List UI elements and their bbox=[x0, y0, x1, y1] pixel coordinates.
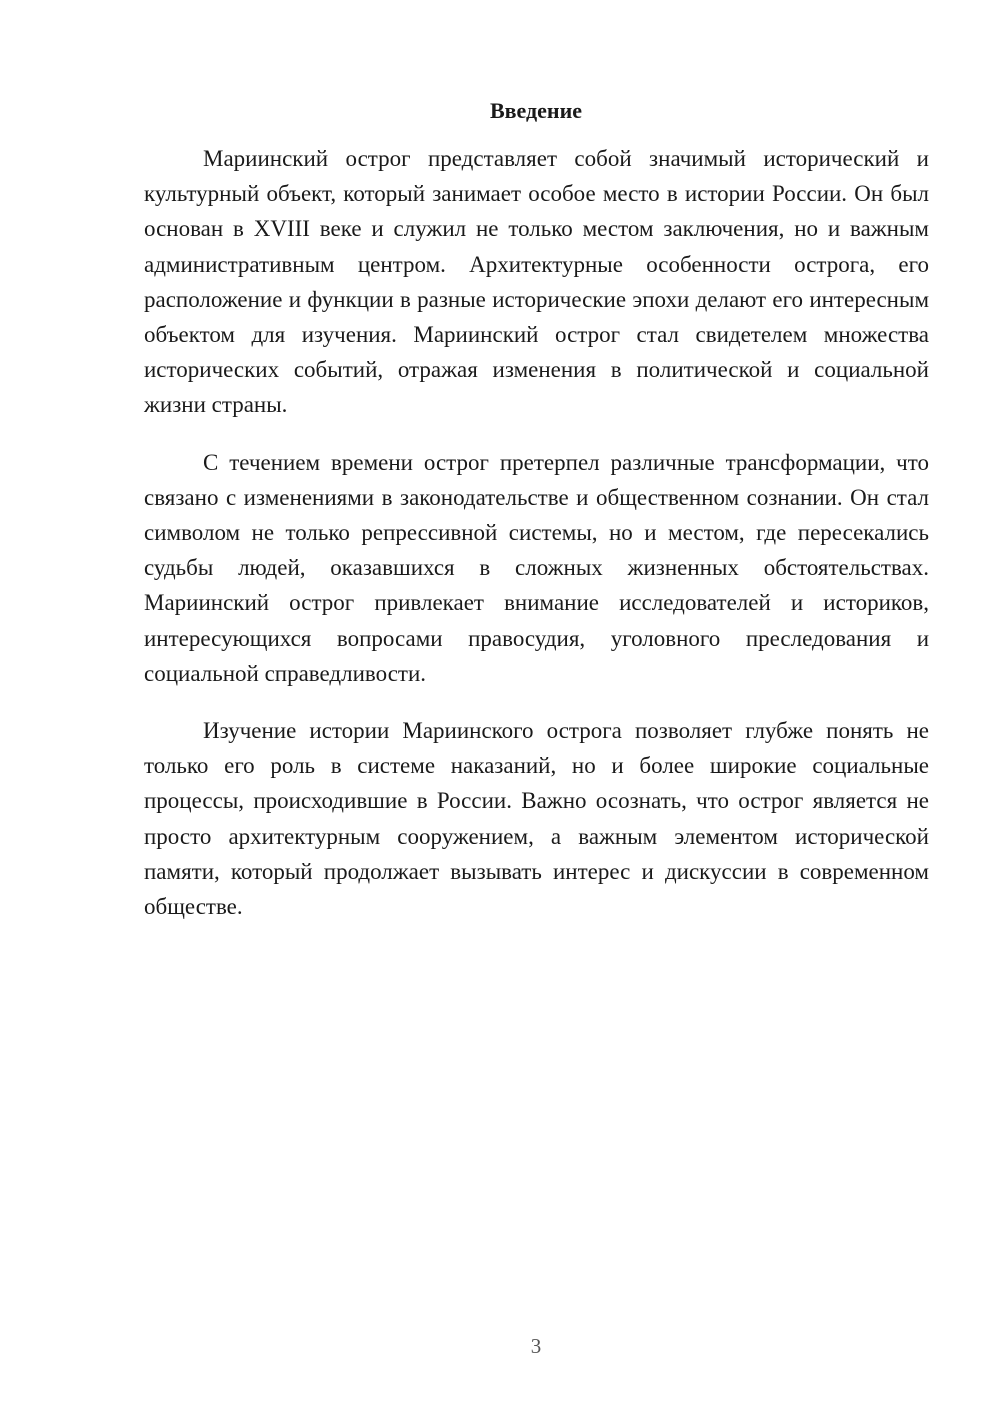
page-number: 3 bbox=[530, 1334, 542, 1358]
paragraph-3: Изучение истории Мариинского острога позволяет глубже понять не только его роль в системе наказаний, но и более широкие социальные процессы, происходившие в России. Важно осознать, что острог является не просто архитектурным сооружением, а важным элементом исторической памяти, который продолжает вызывать интерес и дискуссии в современном обществе. bbox=[144, 718, 929, 920]
body-text bbox=[144, 141, 929, 946]
section-title: Введение bbox=[489, 98, 583, 123]
paragraph-2: С течением времени острог претерпел различные трансформации, что связано с изменениями в законодательстве и общественном сознании. Он стал символом не только репрессивной системы, но и местом, где пересекались судьбы людей, оказавшихся в сложных жизненных обстоятельствах. Мариинский острог привлекает внимание исследователей и историков, интересующихся вопросами правосудия, уголовного преследования и социальной справедливости. bbox=[144, 449, 929, 686]
paragraph-1: Мариинский острог представляет собой значимый исторический и культурный объект, который занимает особое место в истории России. Он был основан в XVIII веке и служил не только местом заключения, но и важным административным центром. Архитектурные особенности острога, его расположение и функции в разные исторические эпохи делают его интересным объектом для изучения. Мариинский острог стал свидетелем множества исторических событий, отражая изменения в политической и социальной жизни страны. bbox=[144, 146, 929, 418]
